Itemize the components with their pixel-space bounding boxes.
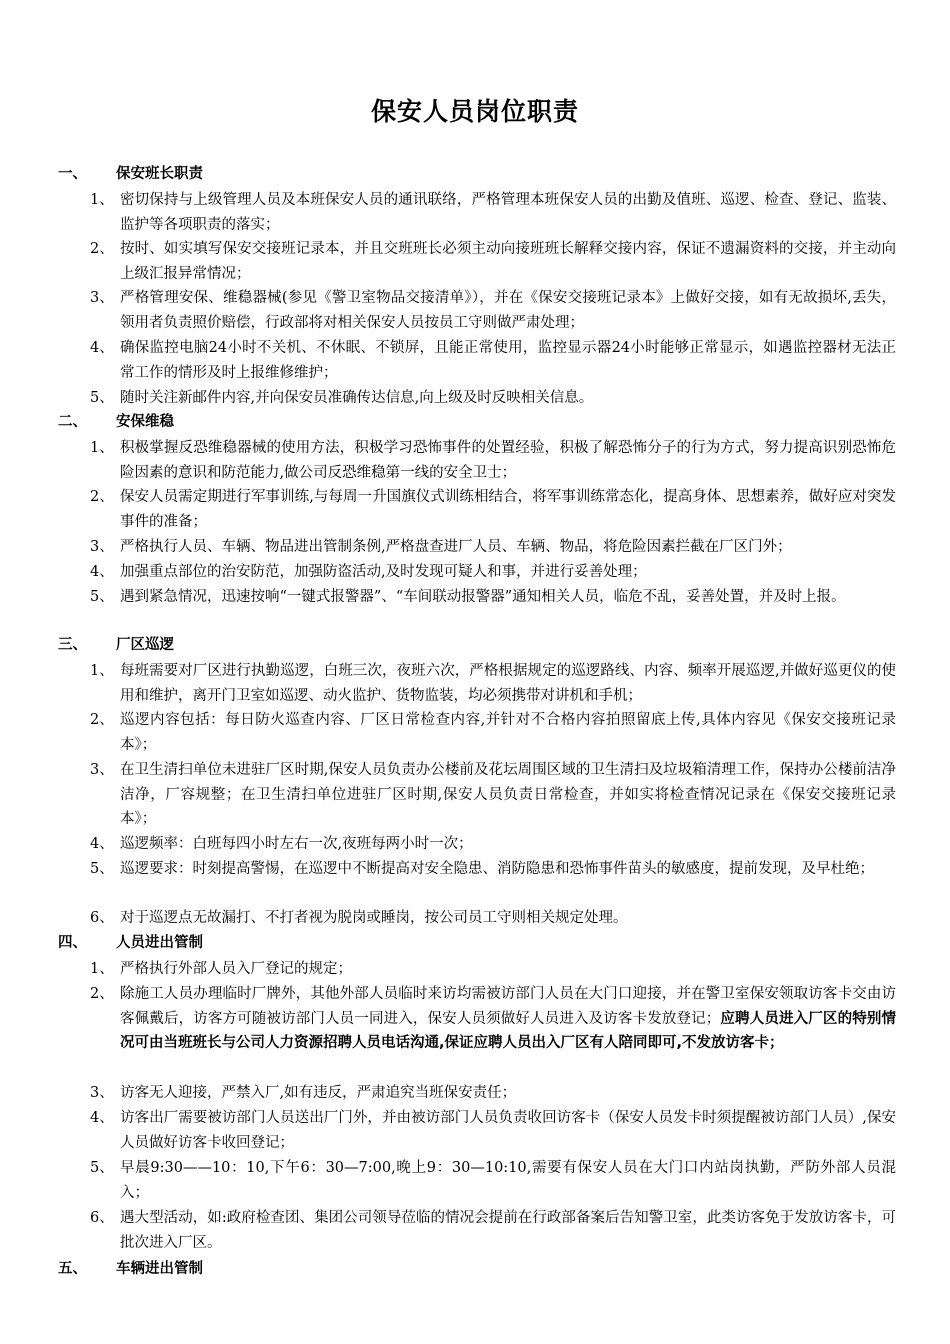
list-item [90, 1106, 896, 1155]
item-text: 访客出厂需要被访部门人员送出厂门外，并由被访部门人员负责收回访客卡（保安人员发卡时须提醒被访部门人员）,保安人员做好访客卡收回登记； [120, 1110, 896, 1151]
list-item [90, 982, 896, 1056]
item-number: 2、 [90, 489, 114, 505]
section-number: 一、 [58, 166, 87, 182]
item-number: 1、 [90, 663, 114, 679]
item-text: 严格执行人员、车辆、物品进出管制条例,严格盘查进厂人员、车辆、物品，将危险因素拦截在厂区门外； [120, 539, 792, 555]
item-text-bold: 应聘人员进入厂区的特别情况可由当班班长与公司人力资源招聘人员电话沟通,保证应聘人员出入厂区有人陪同即可,不发放访客卡； [120, 1010, 896, 1052]
section-number: 四、 [58, 935, 87, 951]
item-text: 巡逻频率：白班每四小时左右一次,夜班每两小时一次； [120, 836, 473, 852]
list-item [90, 237, 896, 286]
list-item [90, 1156, 896, 1205]
item-number: 6、 [90, 1210, 114, 1226]
section-title: 车辆进出管制 [116, 1261, 203, 1277]
item-number: 5、 [90, 861, 114, 877]
item-number: 3、 [90, 290, 114, 306]
item-number: 5、 [90, 390, 114, 406]
item-number: 2、 [90, 241, 114, 257]
list-item [90, 535, 896, 560]
item-text: 确保监控电脑24小时不关机、不休眠、不锁屏，且能正常使用，监控显示器24小时能够正常显示，如遇监控器材无法正常工作的情形及时上报维修维护； [120, 340, 896, 381]
item-text: 早晨9:30——10：10,下午6：30—7:00,晚上9：30—10:10,需要有保安人员在大门口内站岗执勤，严防外部人员混入； [120, 1160, 896, 1201]
section-title: 厂区巡逻 [116, 637, 174, 653]
item-text: 访客无人迎接，严禁入厂,如有违反，严肃追究当班保安责任； [120, 1085, 517, 1101]
item-number: 3、 [90, 762, 114, 778]
item-text: 对于巡逻点无故漏打、不打者视为脱岗或睡岗，按公司员工守则相关规定处理。 [120, 910, 628, 926]
item-text: 巡逻内容包括：每日防火巡查内容、厂区日常检查内容,并针对不合格内容拍照留底上传,具体内容见《保安交接班记录本》； [120, 712, 896, 753]
item-number: 1、 [90, 192, 114, 208]
item-number: 1、 [90, 440, 114, 456]
item-text: 密切保持与上级管理人员及本班保安人员的通讯联络，严格管理本班保安人员的出勤及值班、巡逻、检查、登记、监装、监护等各项职责的落实； [120, 192, 896, 233]
list-item [90, 386, 896, 411]
section-title: 安保维稳 [116, 414, 174, 430]
section-number: 五、 [58, 1261, 87, 1277]
section-title: 保安班长职责 [116, 166, 203, 182]
list-item [90, 758, 896, 832]
list-item [90, 906, 896, 931]
item-text-regular: 除施工人员办理临时厂牌外，其他外部人员临时来访均需被访部门人员在大门口迎接，并在警卫室保安领取访客卡交由访客佩戴后，访客方可随被访部门人员一同进入，保安人员须做好人员进入及访客卡发放登记； [120, 986, 896, 1027]
item-number: 3、 [90, 539, 114, 555]
item-number: 3、 [90, 1085, 114, 1101]
section-number: 二、 [58, 414, 87, 430]
item-number: 6、 [90, 910, 114, 926]
item-text: 在卫生清扫单位未进驻厂区时期,保安人员负责办公楼前及花坛周围区域的卫生清扫及垃圾箱清理工作，保持办公楼前洁净洁净，厂容规整；在卫生清扫单位进驻厂区时期,保安人员负责日常检查，并如实将检查情况记录在《保安交接班记录本》； [120, 762, 896, 828]
item-text: 积极掌握反恐维稳器械的使用方法，积极学习恐怖事件的处置经验，积极了解恐怖分子的行为方式，努力提高识别恐怖危险因素的意识和防范能力,做公司反恐维稳第一线的安全卫士； [120, 440, 896, 481]
list-item [90, 1081, 896, 1106]
list-item [90, 659, 896, 708]
item-text: 随时关注新邮件内容,并向保安员准确传达信息,向上级及时反映相关信息。 [120, 390, 594, 406]
list-item [90, 560, 896, 585]
list-item [90, 1206, 896, 1255]
list-item [90, 336, 896, 385]
item-text: 严格管理安保、维稳器械(参见《警卫室物品交接清单》），并在《保安交接班记录本》上做好交接，如有无故损坏,丢失，领用者负责照价赔偿，行政部将对相关保安人员按员工守则做严肃处理； [120, 290, 896, 331]
item-text [120, 982, 896, 1056]
item-text: 巡逻要求：时刻提高警惕，在巡逻中不断提高对安全隐患、消防隐患和恐怖事件苗头的敏感度，提前发现，及早杜绝； [120, 861, 874, 877]
list-item [90, 286, 896, 335]
item-number: 2、 [90, 712, 114, 728]
item-number: 1、 [90, 961, 114, 977]
section-title: 人员进出管制 [116, 935, 203, 951]
list-item [90, 957, 896, 982]
item-number: 4、 [90, 340, 114, 356]
section-number: 三、 [58, 637, 87, 653]
list-item [90, 585, 896, 610]
list-item [90, 832, 896, 857]
item-number: 2、 [90, 986, 114, 1002]
item-text: 遇大型活动，如:政府检查团、集团公司领导莅临的情况会提前在行政部备案后告知警卫室，此类访客免于发放访客卡，可批次进入厂区。 [120, 1210, 896, 1251]
item-text: 按时、如实填写保安交接班记录本，并且交班班长必须主动向接班班长解释交接内容，保证不遗漏资料的交接，并主动向上级汇报异常情况； [120, 241, 896, 282]
list-item [90, 708, 896, 757]
item-text: 保安人员需定期进行军事训练,与每周一升国旗仪式训练相结合，将军事训练常态化，提高身体、思想素养，做好应对突发事件的准备； [120, 489, 896, 530]
item-number: 4、 [90, 1110, 114, 1126]
item-number: 4、 [90, 564, 114, 580]
item-number: 5、 [90, 589, 114, 605]
item-text: 严格执行外部人员入厂登记的规定； [120, 961, 352, 977]
list-item [90, 485, 896, 534]
item-text: 每班需要对厂区进行执勤巡逻，白班三次，夜班六次，严格根据规定的巡逻路线、内容、频率开展巡逻,并做好巡更仪的使用和维护，离开门卫室如巡逻、动火监护、货物监装，均必须携带对讲机和手机； [120, 663, 896, 704]
item-text: 加强重点部位的治安防范，加强防盗活动,及时发现可疑人和事，并进行妥善处理； [120, 564, 647, 580]
item-number: 5、 [90, 1160, 114, 1176]
item-number: 4、 [90, 836, 114, 852]
list-item [90, 436, 896, 485]
list-item [90, 188, 896, 237]
list-item [90, 857, 896, 882]
item-text: 遇到紧急情况，迅速按响“一键式报警器”、“车间联动报警器”通知相关人员，临危不乱，妥善处置，并及时上报。 [120, 589, 846, 605]
document-title: 保安人员岗位职责 [370, 97, 579, 126]
